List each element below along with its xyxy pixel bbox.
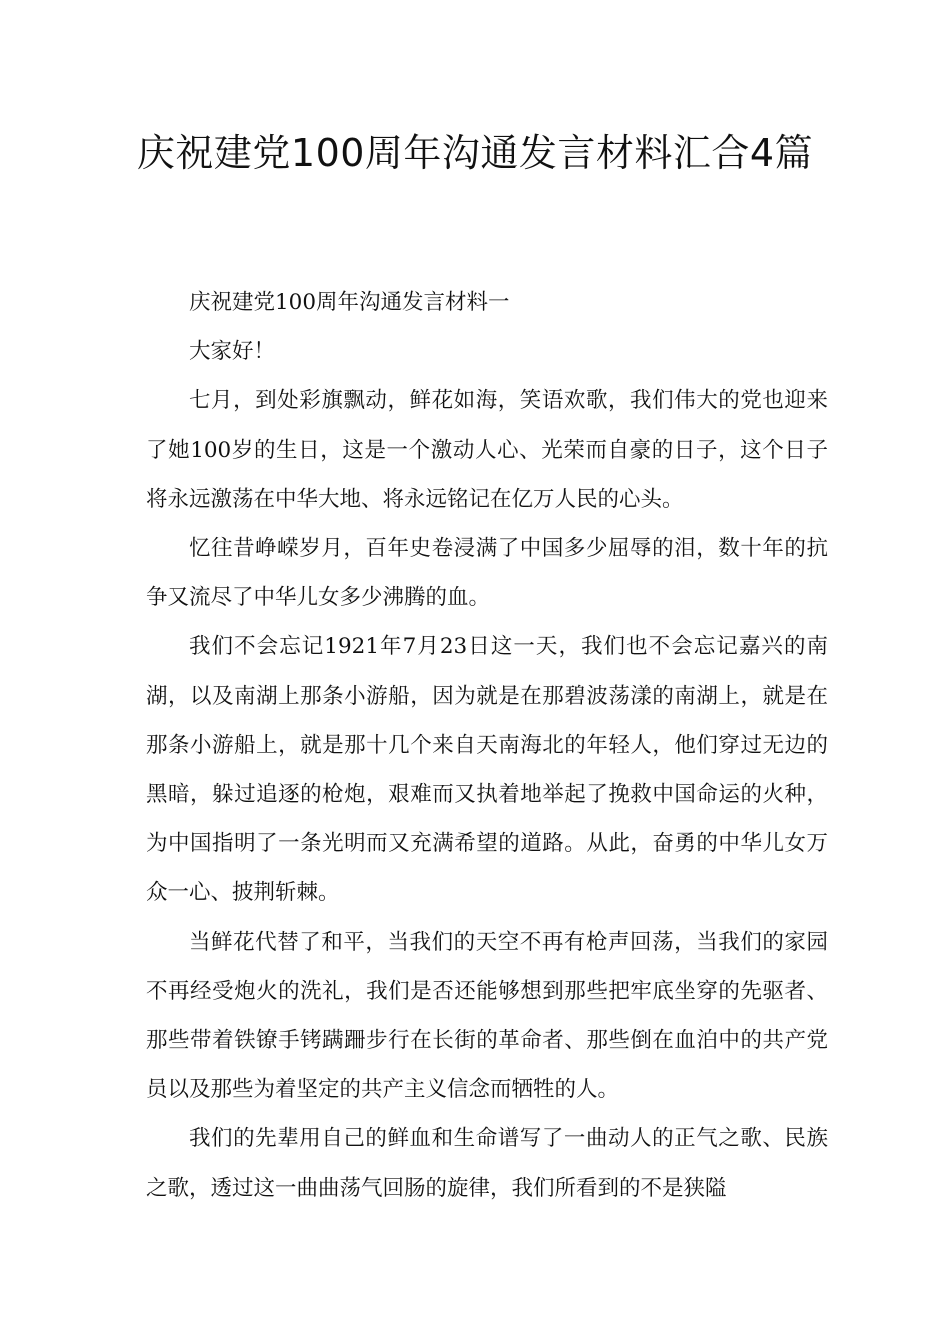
document-body [146, 278, 828, 1213]
body-paragraph: 七月，到处彩旗飘动，鲜花如海，笑语欢歌，我们伟大的党也迎来了她100岁的生日，这是一个激动人心、光荣而自豪的日子，这个日子将永远激荡在中华大地、将永远铭记在亿万人民的心头。 [146, 388, 828, 512]
section-heading: 庆祝建党100周年沟通发言材料一 [189, 290, 510, 315]
body-paragraph: 当鲜花代替了和平，当我们的天空不再有枪声回荡，当我们的家园不再经受炮火的洗礼，我们是否还能够想到那些把牢底坐穿的先驱者、那些带着铁镣手铐蹒跚步行在长街的革命者、那些倒在血泊中的共产党员以及那些为着坚定的共产主义信念而牺牲的人。 [146, 929, 828, 1103]
greeting-paragraph: 大家好！ [189, 339, 276, 365]
body-paragraph: 忆往昔峥嵘岁月，百年史卷浸满了中国多少屈辱的泪，数十年的抗争又流尽了中华儿女多少沸腾的血。 [146, 536, 828, 611]
document-title: 庆祝建党100周年沟通发言材料汇合4篇 [136, 131, 814, 175]
body-paragraph: 我们的先辈用自己的鲜血和生命谱写了一曲动人的正气之歌、民族之歌，透过这一曲曲荡气回肠的旋律，我们所看到的不是狭隘 [146, 1126, 828, 1201]
body-paragraph: 我们不会忘记1921年7月23日这一天，我们也不会忘记嘉兴的南湖，以及南湖上那条小游船，因为就是在那碧波荡漾的南湖上，就是在那条小游船上，就是那十几个来自天南海北的年轻人，他们穿过无边的黑暗，躲过追逐的枪炮，艰难而又执着地举起了挽救中国命运的火种，为中国指明了一条光明而又充满希望的道路。从此，奋勇的中华儿女万众一心、披荆斩棘。 [146, 634, 828, 906]
